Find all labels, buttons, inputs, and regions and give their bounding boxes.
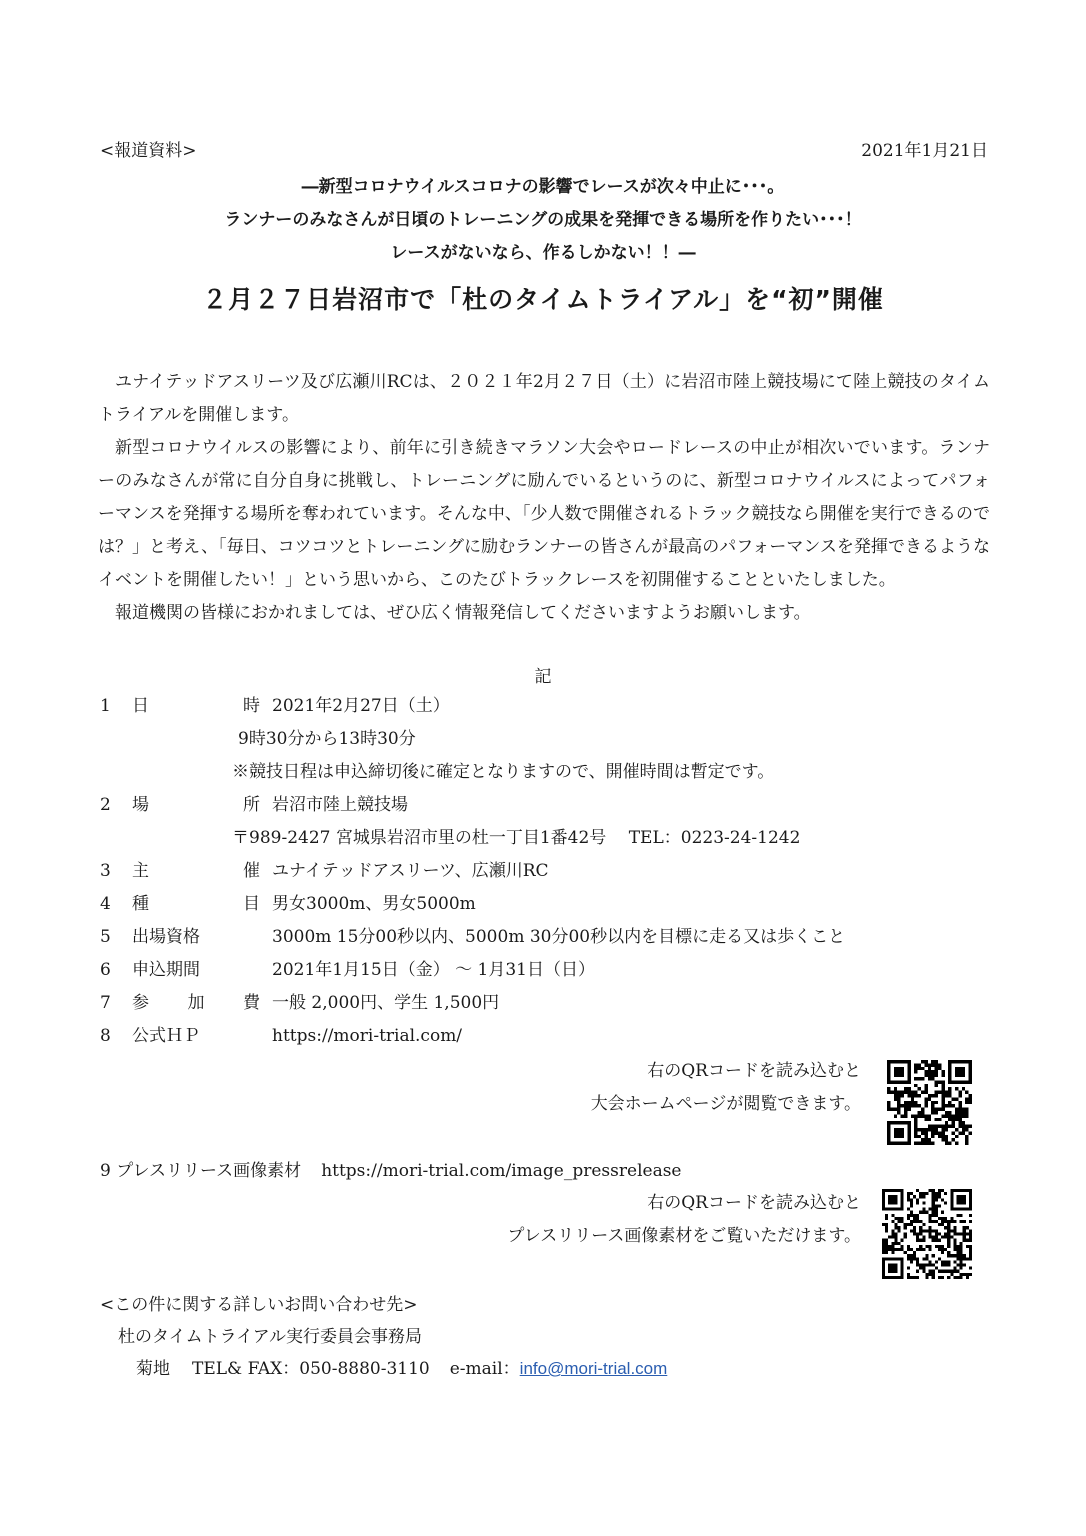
detail-sub-note: ※競技日程は申込締切後に確定となりますので、開催時間は暫定です。 <box>232 762 775 782</box>
body-paragraph: 報道機関の皆様におかれましては、ぜひ広く情報発信してくださいますようお願いします。 <box>115 603 811 623</box>
detail-value: 岩沼市陸上競技場 <box>272 795 408 815</box>
detail-label: 出場資格 <box>132 927 200 947</box>
detail-label: 主 催 <box>132 861 260 881</box>
detail-label: 種 目 <box>132 894 260 914</box>
detail-row-website: 8 公式ＨＰ https://mori-trial.com/ <box>100 1020 462 1053</box>
detail-sub-time: 9時30分から13時30分 <box>238 729 416 749</box>
email-link[interactable]: info@mori-trial.com <box>519 1359 668 1378</box>
page-title: ２月２７日岩沼市で「杜のタイムトライアル」を“初”開催 <box>202 285 884 314</box>
contact-organization: 杜のタイムトライアル実行委員会事務局 <box>118 1327 422 1347</box>
detail-value: 2021年2月27日（土） <box>272 696 450 716</box>
tagline-3: レースがないなら、作るしかない！！― <box>390 243 696 263</box>
detail-value: 3000m 15分00秒以内、5000m 30分00秒以内を目標に走る又は歩くこと <box>272 927 846 947</box>
detail-value: 男女3000m、男女5000m <box>272 894 476 914</box>
qr-code-icon[interactable] <box>882 1189 972 1279</box>
detail-label: 公式ＨＰ <box>132 1026 200 1046</box>
qr2-text-line2: プレスリリース画像素材をご覧いただけます。 <box>507 1226 861 1246</box>
website-link[interactable]: https://mori-trial.com/ <box>272 1026 463 1046</box>
body-paragraph: ユナイテッドアスリーツ及び広瀬川RCは、２０２１年2月２７日（土）に岩沼市陸上競技場にて陸上競技のタイムトライアルを開催します。 <box>98 372 990 425</box>
detail-row-venue: 2 場 所 岩沼市陸上競技場 <box>100 789 408 822</box>
tagline-1: ―新型コロナウイルスコロナの影響でレースが次々中止に･･･。 <box>301 177 785 197</box>
contact-person: 菊地 <box>136 1359 170 1379</box>
qr2-text-line1: 右のQRコードを読み込むと <box>647 1193 861 1213</box>
detail-value: ユナイテッドアスリーツ、広瀬川RC <box>272 861 549 881</box>
document-label: <報道資料> <box>100 141 197 161</box>
body-text <box>98 366 990 630</box>
detail-row-date: 1 日 時 2021年2月27日（土） <box>100 690 450 723</box>
detail-row-events: 4 種 目 男女3000m、男女5000m <box>100 888 476 921</box>
contact-phone: TEL& FAX：050-8880-3110 <box>192 1359 430 1379</box>
detail-row-fee: 7 参 加 費 一般 2,000円、学生 1,500円 <box>100 987 499 1020</box>
detail-row-application-period: 6 申込期間 2021年1月15日（金） ～ 1月31日（日） <box>100 954 595 987</box>
tagline-2: ランナーのみなさんが日頃のトレーニングの成果を発揮できる場所を作りたい･･･！ <box>224 210 862 230</box>
email-label: e-mail： <box>449 1359 520 1379</box>
detail-label: 9 プレスリリース画像素材 <box>100 1161 302 1181</box>
document-date: 2021年1月21日 <box>861 141 988 161</box>
detail-value: 一般 2,000円、学生 1,500円 <box>272 993 500 1013</box>
qr1-text-line1: 右のQRコードを読み込むと <box>647 1061 861 1081</box>
detail-row-organizer: 3 主 催 ユナイテッドアスリーツ、広瀬川RC <box>100 855 549 888</box>
qr-code-icon[interactable] <box>887 1060 972 1145</box>
contact-heading: <この件に関する詳しいお問い合わせ先> <box>100 1295 418 1315</box>
detail-row-eligibility: 5 出場資格 3000m 15分00秒以内、5000m 30分00秒以内を目標に走る又は歩くこと <box>100 921 845 954</box>
press-images-link[interactable]: https://mori-trial.com/image_pressrelease <box>321 1161 682 1181</box>
detail-label: 申込期間 <box>132 960 200 980</box>
detail-label: 日 時 <box>132 696 260 716</box>
contact-details <box>136 1354 667 1379</box>
detail-sub-address: 〒989-2427 宮城県岩沼市里の杜一丁目1番42号 TEL：0223-24-1242 <box>232 828 801 848</box>
detail-row-press-images <box>100 1156 681 1181</box>
ki-heading: 記 <box>534 667 552 687</box>
body-paragraph: 新型コロナウイルスの影響により、前年に引き続きマラソン大会やロードレースの中止が相次いでいます。ランナーのみなさんが常に自分自身に挑戦し、トレーニングに励んでいるというのに、新型コロナウイルスによってパフォーマンスを発揮する場所を奪われています。そんな中、「少人数で開催されるトラック競技なら開催を実行できるのでは？」と考え、「毎日、コツコツとトレーニングに励むランナーの皆さんが最高のパフォーマンスを発揮できるようなイベントを開催したい！」という思いから、このたびトラックレースを初開催することといたしました。 <box>98 438 990 590</box>
detail-label: 場 所 <box>132 795 260 815</box>
detail-label: 参 加 費 <box>132 993 260 1013</box>
qr1-text-line2: 大会ホームページが閲覧できます。 <box>590 1094 861 1114</box>
detail-value: 2021年1月15日（金） ～ 1月31日（日） <box>272 960 595 980</box>
